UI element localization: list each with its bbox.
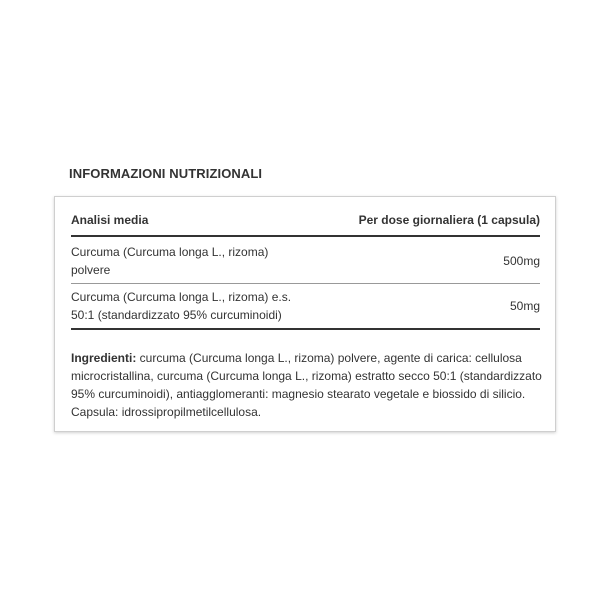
column-header-dose: Per dose giornaliera (1 capsula) (311, 209, 540, 236)
ingredient-name: Curcuma (Curcuma longa L., rizoma) polvere (71, 236, 311, 284)
ingredient-amount: 50mg (311, 284, 540, 330)
ingredients-paragraph (71, 349, 543, 421)
column-header-analisi: Analisi media (71, 209, 311, 236)
section-title: INFORMAZIONI NUTRIZIONALI (69, 166, 263, 181)
ingredient-name: Curcuma (Curcuma longa L., rizoma) e.s. 50:1 (standardizzato 95% curcuminoidi) (71, 284, 311, 330)
table-row (71, 236, 540, 284)
ingredients-list: curcuma (Curcuma longa L., rizoma) polvere, agente di carica: cellulosa microcristallina, curcuma (Curcuma longa L., rizoma) estratto secco 50:1 (standardizzato 95% curcuminoidi), antiagglomeranti: magnesio stearato vegetale e biossido di silicio. Capsula: idrossipropilmetilcellulosa. (71, 351, 542, 419)
table-row (71, 284, 540, 330)
table-header-row (71, 209, 540, 236)
nutrition-table (71, 209, 540, 330)
ingredient-amount: 500mg (311, 236, 540, 284)
ingredients-label: Ingredienti: (71, 351, 137, 365)
nutrition-info-box (54, 196, 556, 432)
